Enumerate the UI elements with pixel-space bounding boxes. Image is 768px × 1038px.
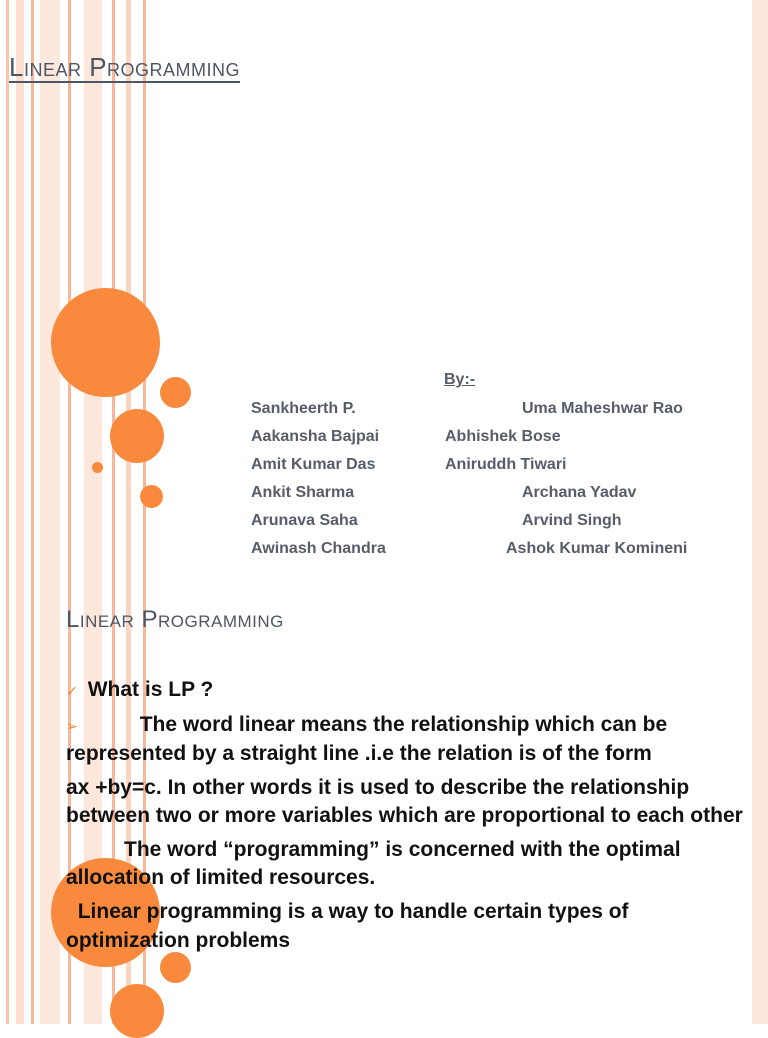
author-name: Arvind Singh: [522, 512, 622, 529]
author-name: Amit Kumar Das: [251, 456, 376, 473]
paragraph: [66, 836, 746, 892]
decor-circle: [160, 377, 191, 408]
paragraph: [66, 898, 746, 955]
arrow-icon: ➢: [66, 718, 78, 734]
author-name: Archana Yadav: [522, 484, 637, 501]
paragraph: ax +by=c. In other words it is used to describe the relationship between two or more variables which are proportional to each other: [66, 776, 743, 827]
author-name: Ankit Sharma: [251, 484, 355, 501]
slide2-body: [66, 676, 746, 961]
paragraph: [66, 711, 746, 768]
paragraph-text: Linear programming is a way to handle certain types of optimization problems: [66, 900, 629, 952]
check-icon: ✓: [66, 683, 78, 699]
author-name: Abhishek Bose: [445, 428, 561, 445]
decor-circle: [110, 984, 164, 1038]
paragraph-text: The word linear means the relationship which can be represented by a straight line .i.e the relation is of the form: [66, 713, 668, 765]
decor-circle: [51, 288, 160, 397]
decor-stripe: [40, 0, 60, 1024]
author-name: Arunava Saha: [251, 512, 358, 529]
author-name: Uma Maheshwar Rao: [522, 400, 683, 417]
decor-stripe: [16, 0, 24, 1024]
author-name: Awinash Chandra: [251, 540, 386, 557]
arrow-icon: ➢: [66, 905, 78, 921]
slide1-title: Linear Programming: [9, 52, 241, 82]
question-text: What is LP ?: [87, 678, 214, 701]
decor-stripe: [31, 0, 34, 1024]
decor-stripe: [752, 0, 768, 1024]
author-name: Sankheerth P.: [251, 400, 356, 417]
decor-circle: [92, 462, 103, 473]
by-label: By:-: [444, 371, 476, 388]
slide2-title: Linear Programming: [66, 606, 284, 633]
author-name: Ashok Kumar Komineni: [506, 540, 688, 557]
question-line: [66, 676, 746, 705]
decor-circle: [110, 409, 164, 463]
decor-stripe: [6, 0, 9, 1024]
decor-circle: [140, 485, 163, 508]
paragraph-text: The word “programming” is concerned with the optimal allocation of limited resources.: [66, 838, 681, 889]
author-name: Aakansha Bajpai: [251, 428, 380, 445]
author-name: Aniruddh Tiwari: [445, 456, 567, 473]
